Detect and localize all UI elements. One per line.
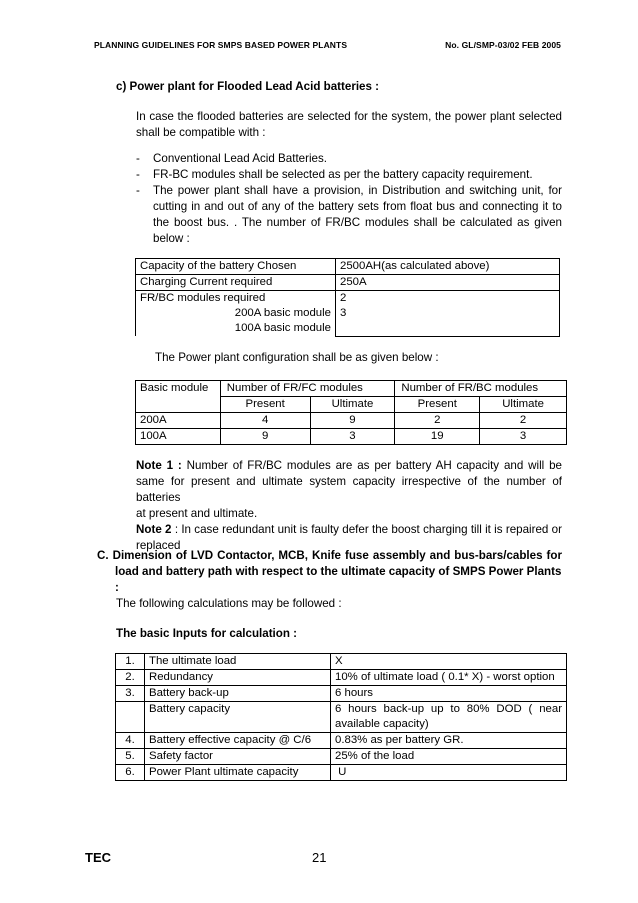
table-row bbox=[116, 702, 567, 733]
column-subheader: Ultimate bbox=[480, 397, 567, 413]
follow-text: The following calculations may be followed : bbox=[116, 597, 342, 610]
note-1-label: Note 1 : bbox=[136, 459, 182, 472]
table-cell: 4 bbox=[220, 413, 310, 429]
page-number: 21 bbox=[312, 850, 327, 865]
note-1-text: same for present and ultimate system capacity irrespective of the number of batteries bbox=[136, 475, 562, 504]
bullet-item bbox=[136, 183, 562, 247]
table-cell: 2 bbox=[480, 413, 567, 429]
column-group-header: Number of FR/FC modules bbox=[220, 381, 395, 397]
row-number: 6. bbox=[116, 765, 145, 781]
row-number: 2. bbox=[116, 670, 145, 686]
intro-line-2: shall be compatible with : bbox=[136, 126, 266, 139]
table-row bbox=[136, 429, 567, 445]
table-cell: 3 bbox=[310, 429, 395, 445]
table-cell: 3 bbox=[480, 429, 567, 445]
note-1-text: Number of FR/BC modules are as per battery AH capacity and will be bbox=[181, 459, 563, 472]
row-number: 1. bbox=[116, 654, 145, 670]
table-cell: 2 bbox=[340, 292, 347, 304]
column-header: Basic module bbox=[136, 381, 221, 397]
table-cell: FR/BC modules required bbox=[140, 292, 266, 304]
column-subheader: Present bbox=[220, 397, 310, 413]
table-cell: U bbox=[331, 765, 567, 781]
bullet-list bbox=[136, 151, 562, 247]
table-row bbox=[136, 275, 560, 291]
bullet-text: The power plant shall have a provision, in Distribution and switching unit, for bbox=[153, 184, 562, 197]
section-heading bbox=[97, 548, 562, 596]
table-cell: Redundancy bbox=[145, 670, 331, 686]
table-cell: Safety factor bbox=[145, 749, 331, 765]
table-cell: 10% of ultimate load ( 0.1* X) - worst option bbox=[331, 670, 567, 686]
table-cell: 250A bbox=[336, 275, 560, 291]
battery-capacity-table bbox=[135, 258, 560, 337]
running-header-title: PLANNING GUIDELINES FOR SMPS BASED POWER PLANTS bbox=[94, 40, 348, 50]
table-cell: 200A basic module bbox=[234, 307, 331, 319]
table-cell: 6 hours back-up up to 80% DOD ( near bbox=[335, 703, 562, 715]
table-row bbox=[116, 686, 567, 702]
table-cell: X bbox=[331, 654, 567, 670]
running-header-docno: No. GL/SMP-03/02 FEB 2005 bbox=[445, 40, 561, 50]
table-header-row bbox=[136, 381, 567, 397]
configuration-table bbox=[135, 380, 567, 445]
row-number: 5. bbox=[116, 749, 145, 765]
note-2-text: replaced bbox=[136, 539, 181, 552]
subsection-heading: c) Power plant for Flooded Lead Acid batteries : bbox=[116, 80, 380, 93]
bullet-item bbox=[136, 167, 562, 183]
table-cell: Battery effective capacity @ C/6 bbox=[145, 733, 331, 749]
table-cell: 200A bbox=[136, 413, 221, 429]
row-number: 4. bbox=[116, 733, 145, 749]
bullet-text: Conventional Lead Acid Batteries. bbox=[153, 152, 328, 165]
bullet-dash: - bbox=[136, 184, 140, 197]
table-cell: 2500AH(as calculated above) bbox=[336, 259, 560, 275]
table-cell: 25% of the load bbox=[331, 749, 567, 765]
table-cell: 9 bbox=[310, 413, 395, 429]
section-heading-line: load and battery path with respect to the ultimate capacity of SMPS Power Plants : bbox=[115, 565, 562, 594]
table-cell: Battery back-up bbox=[145, 686, 331, 702]
table-row bbox=[136, 259, 560, 275]
column-subheader: Present bbox=[395, 397, 480, 413]
table-cell: 6 hours bbox=[331, 686, 567, 702]
table-row bbox=[116, 654, 567, 670]
column-group-header: Number of FR/BC modules bbox=[395, 381, 567, 397]
bullet-text: below : bbox=[153, 232, 190, 245]
bullet-text: the boost bus. . The number of FR/BC modules shall be calculated as given bbox=[153, 216, 562, 229]
configuration-caption: The Power plant configuration shall be as given below : bbox=[155, 351, 439, 364]
section-heading-line: C. Dimension of LVD Contactor, MCB, Knife fuse assembly and bus-bars/cables for bbox=[97, 549, 562, 562]
table-cell: 100A basic module bbox=[234, 322, 331, 334]
table-cell: 19 bbox=[395, 429, 480, 445]
notes-block bbox=[136, 458, 562, 554]
table-row bbox=[116, 749, 567, 765]
table-row bbox=[136, 413, 567, 429]
intro-line-1: In case the flooded batteries are selected for the system, the power plant selected bbox=[136, 110, 562, 123]
table-cell: Charging Current required bbox=[136, 275, 336, 291]
table-cell: 9 bbox=[220, 429, 310, 445]
table-cell: Power Plant ultimate capacity bbox=[145, 765, 331, 781]
row-number: 3. bbox=[116, 686, 145, 702]
inputs-heading: The basic Inputs for calculation : bbox=[116, 627, 298, 640]
bullet-text: FR-BC modules shall be selected as per the battery capacity requirement. bbox=[153, 168, 533, 181]
note-2-label: Note 2 bbox=[136, 523, 172, 536]
table-cell: Capacity of the battery Chosen bbox=[136, 259, 336, 275]
bullet-dash: - bbox=[136, 152, 140, 165]
table-row bbox=[136, 291, 560, 337]
table-cell: 3 bbox=[340, 307, 347, 319]
note-2-text: : In case redundant unit is faulty defer the boost charging till it is repaired or bbox=[171, 523, 562, 536]
footer-org: TEC bbox=[85, 850, 111, 865]
bullet-item bbox=[136, 151, 562, 167]
basic-inputs-table bbox=[115, 653, 567, 781]
column-subheader: Ultimate bbox=[310, 397, 395, 413]
bullet-text: cutting in and out of any of the battery sets from float bus and connecting it to bbox=[153, 200, 562, 213]
table-row bbox=[116, 765, 567, 781]
bullet-dash: - bbox=[136, 168, 140, 181]
note-1-text: at present and ultimate. bbox=[136, 507, 258, 520]
table-cell: Battery capacity bbox=[145, 702, 331, 733]
table-cell: 100A bbox=[136, 429, 221, 445]
table-cell: available capacity) bbox=[335, 718, 429, 730]
table-cell: 0.83% as per battery GR. bbox=[331, 733, 567, 749]
table-cell: The ultimate load bbox=[145, 654, 331, 670]
table-cell: 2 bbox=[395, 413, 480, 429]
table-subheader-row bbox=[136, 397, 567, 413]
table-row bbox=[116, 733, 567, 749]
table-row bbox=[116, 670, 567, 686]
row-number bbox=[116, 702, 145, 733]
